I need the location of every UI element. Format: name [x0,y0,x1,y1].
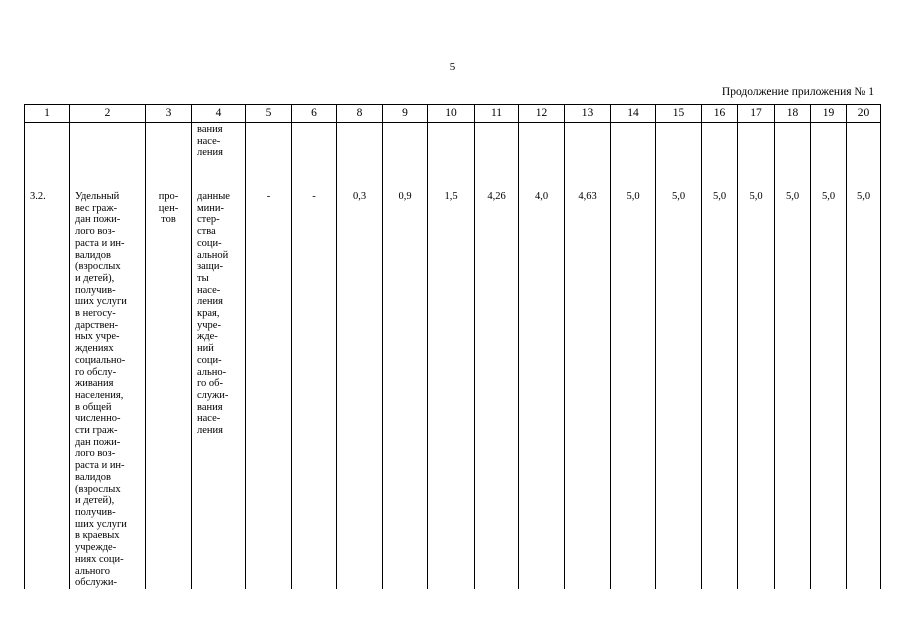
value-cell: 5,0 [775,175,811,589]
unit-cell: про- цен- тов [146,175,192,589]
value-cell: 5,0 [738,175,775,589]
column-header: 18 [775,105,811,123]
indicator-name: Удельный вес граж- дан пожи- лого воз- раста и ин- валидов (взрослых и детей), получив- ших услуги в негосу- дарствен- ных учре- ждениях социально- го обслу- живания населения, в общей численно- сти граж- дан пожи- лого воз- раста и ин- валидов (взрослых и детей), получив- ших услуги в краевых учрежде- ниях соци- ального обслужи- [70,175,146,589]
column-header: 13 [565,105,611,123]
value-cell: 5,0 [847,175,881,589]
value-cell: 4,0 [519,175,565,589]
column-header: 14 [611,105,656,123]
table-row [25,175,881,589]
value-cell: - [246,175,292,589]
value-cell: 4,63 [565,175,611,589]
column-header: 15 [656,105,702,123]
value-cell: 5,0 [611,175,656,589]
column-header: 19 [811,105,847,123]
column-header: 16 [702,105,738,123]
value-cell: 4,26 [475,175,519,589]
column-header: 5 [246,105,292,123]
data-source-cell: данные мини- стер- ства соци- альной защи- ты насе- ления края, учре- жде- ний соци- ально- го об- служи- вания насе- ления [192,175,246,589]
indicator-table [24,104,881,589]
value-cell: - [292,175,337,589]
column-header: 20 [847,105,881,123]
column-header: 1 [25,105,70,123]
page-number: 5 [449,61,456,73]
column-header: 8 [337,105,383,123]
column-header: 6 [292,105,337,123]
column-header: 9 [383,105,428,123]
value-cell: 0,9 [383,175,428,589]
column-header: 17 [738,105,775,123]
value-cell: 5,0 [656,175,702,589]
value-cell: 0,3 [337,175,383,589]
value-cell: 5,0 [811,175,847,589]
column-header: 11 [475,105,519,123]
column-header: 2 [70,105,146,123]
column-header: 10 [428,105,475,123]
continued-row [25,123,881,176]
header-row [25,105,881,123]
row-number: 3.2. [25,175,70,589]
source-continuation: вания насе- ления [192,123,246,176]
column-header: 3 [146,105,192,123]
column-header: 4 [192,105,246,123]
value-cell: 1,5 [428,175,475,589]
column-header: 12 [519,105,565,123]
value-cell: 5,0 [702,175,738,589]
continuation-label: Продолжение приложения № 1 [721,86,874,98]
